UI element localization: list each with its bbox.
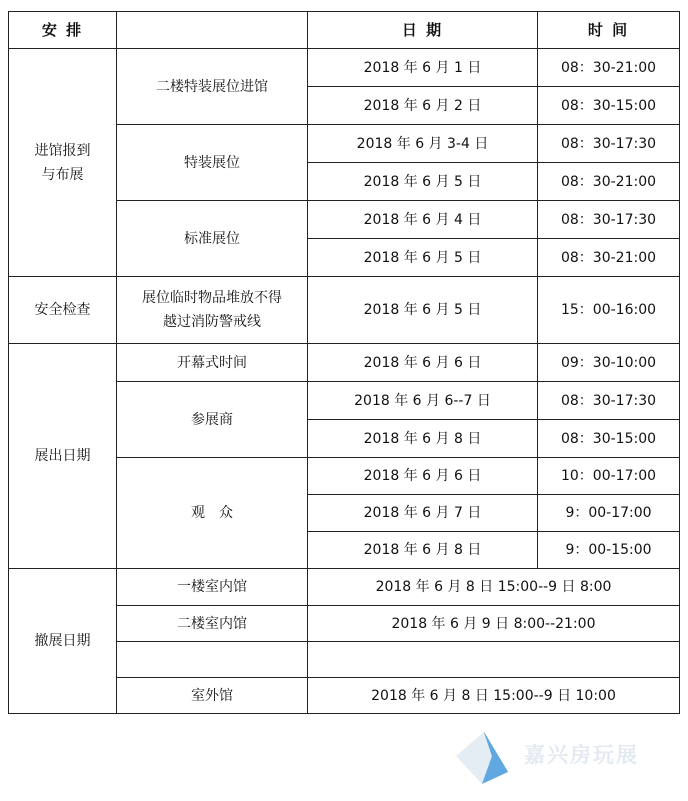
setup-label-line2: 与布展 [41,166,84,183]
schedule-table [8,11,680,714]
safety-desc-line2: 越过消防警戒线 [163,314,261,330]
group-label: 特装展位 [117,125,308,201]
period-cell [308,642,680,678]
date-cell: 2018 年 6 月 6--7 日 [308,382,538,420]
group-label: 观 众 [117,458,308,569]
header-row [9,12,680,49]
time-cell: 9：00-15:00 [538,532,680,569]
period-cell: 2018 年 6 月 9 日 8:00--21:00 [308,606,680,642]
setup-label-line1: 进馆报到 [34,142,91,159]
group-label [117,642,308,678]
header-time: 时 间 [538,12,680,49]
group-label: 参展商 [117,382,308,458]
date-cell: 2018 年 6 月 3-4 日 [308,125,538,163]
time-cell: 08：30-15:00 [538,87,680,125]
section-safety-label: 安全检查 [9,277,117,344]
header-blank [117,12,308,49]
table-row [9,49,680,87]
period-cell: 2018 年 6 月 8 日 15:00--9 日 10:00 [308,678,680,714]
group-label: 开幕式时间 [117,344,308,382]
time-cell: 08：30-15:00 [538,420,680,458]
date-cell: 2018 年 6 月 1 日 [308,49,538,87]
time-cell: 08：30-21:00 [538,163,680,201]
date-cell: 2018 年 6 月 4 日 [308,201,538,239]
watermark-text: 嘉兴房玩展 [524,743,639,767]
table-row [9,277,680,344]
time-cell: 08：30-17:30 [538,382,680,420]
safety-desc-line1: 展位临时物品堆放不得 [142,290,282,306]
date-cell: 2018 年 6 月 5 日 [308,239,538,277]
time-cell: 08：30-17:30 [538,201,680,239]
group-label: 室外馆 [117,678,308,714]
safety-desc [117,277,308,344]
date-cell: 2018 年 6 月 5 日 [308,277,538,344]
date-cell: 2018 年 6 月 2 日 [308,87,538,125]
time-cell: 08：30-21:00 [538,239,680,277]
period-cell: 2018 年 6 月 8 日 15:00--9 日 8:00 [308,569,680,606]
time-cell: 10：00-17:00 [538,458,680,495]
header-date: 日 期 [308,12,538,49]
date-cell: 2018 年 6 月 5 日 [308,163,538,201]
time-cell: 08：30-17:30 [538,125,680,163]
section-setup-label [9,49,117,277]
date-cell: 2018 年 6 月 6 日 [308,458,538,495]
header-arrangement: 安 排 [9,12,117,49]
group-label: 二楼特装展位进馆 [117,49,308,125]
group-label: 一楼室内馆 [117,569,308,606]
group-label: 标准展位 [117,201,308,277]
date-cell: 2018 年 6 月 7 日 [308,495,538,532]
table-row [9,344,680,382]
time-cell: 9：00-17:00 [538,495,680,532]
time-cell: 09：30-10:00 [538,344,680,382]
group-label: 二楼室内馆 [117,606,308,642]
section-exhibition-label: 展出日期 [9,344,117,569]
section-teardown-label: 撤展日期 [9,569,117,714]
date-cell: 2018 年 6 月 8 日 [308,532,538,569]
time-cell: 15：00-16:00 [538,277,680,344]
table-row [9,569,680,606]
date-cell: 2018 年 6 月 8 日 [308,420,538,458]
date-cell: 2018 年 6 月 6 日 [308,344,538,382]
time-cell: 08：30-21:00 [538,49,680,87]
